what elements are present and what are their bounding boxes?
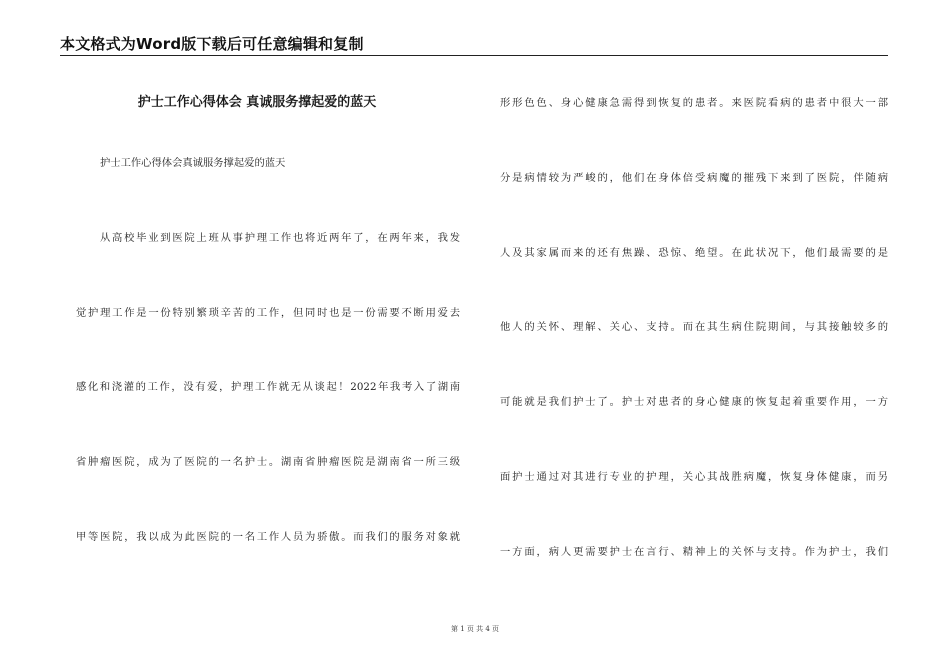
text-line: 甲等医院，我以成为此医院的一名工作人员为骄傲。而我们的服务对象就 [76,531,460,543]
document-title: 护士工作心得体会 真诚服务撑起爱的蓝天 [137,95,377,110]
text-line: 一方面，病人更需要护士在言行、精神上的关怀与支持。作为护士，我们 [500,546,888,558]
text-line: 觉护理工作是一份特别繁琐辛苦的工作，但同时也是一份需要不断用爱去 [76,307,460,319]
text-line: 护士工作心得体会真诚服务撑起爱的蓝天 [100,157,286,169]
text-line: 人及其家属而来的还有焦躁、恐惊、绝望。在此状况下，他们最需要的是 [500,247,888,259]
text-line: 从高校毕业到医院上班从事护理工作也将近两年了，在两年来，我发 [100,232,460,244]
page-number: 第 1 页 共 4 页 [450,625,500,633]
download-banner: 本文格式为Word版下载后可任意编辑和复制 [60,35,364,53]
text-line: 分是病情较为严峻的，他们在身体倍受病魔的摧残下来到了医院，伴随病 [500,172,888,184]
text-line: 形形色色、身心健康急需得到恢复的患者。来医院看病的患者中很大一部 [500,97,888,109]
text-line: 面护士通过对其进行专业的护理，关心其战胜病魔，恢复身体健康，而另 [500,471,888,483]
header-divider [60,55,888,56]
text-line: 他人的关怀、理解、关心、支持。而在其生病住院期间，与其接触较多的 [500,321,888,333]
text-line: 省肿瘤医院，成为了医院的一名护士。湖南省肿瘤医院是湖南省一所三级 [76,456,460,468]
text-line: 感化和浇灌的工作，没有爱，护理工作就无从谈起！2022年我考入了湖南 [76,381,460,393]
text-line: 可能就是我们护士了。护士对患者的身心健康的恢复起着重要作用，一方 [500,396,888,408]
